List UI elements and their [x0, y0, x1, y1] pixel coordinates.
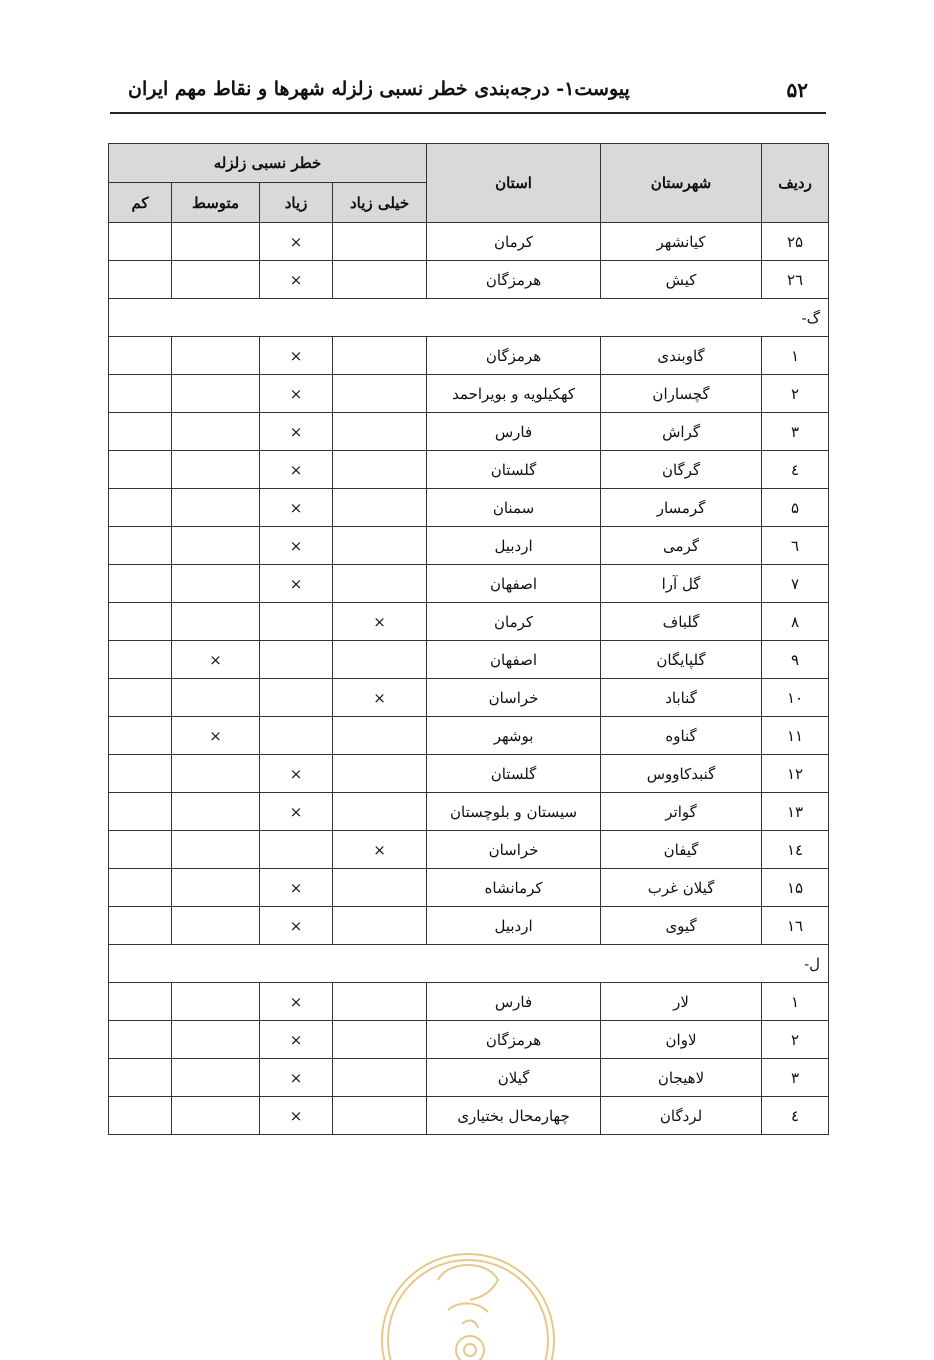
- risk-medium-cell: ×: [172, 717, 260, 755]
- risk-low-cell: [109, 603, 172, 641]
- table-row: [109, 793, 829, 831]
- table-row: [109, 1097, 829, 1135]
- county-cell: لار: [601, 983, 762, 1021]
- province-cell: اردبیل: [427, 907, 601, 945]
- table-row: [109, 717, 829, 755]
- risk-medium-cell: [172, 1059, 260, 1097]
- county-cell: گلپایگان: [601, 641, 762, 679]
- risk-low-cell: [109, 451, 172, 489]
- risk-high-cell: ×: [260, 1021, 333, 1059]
- table-row: [109, 261, 829, 299]
- risk-high-cell: ×: [260, 1059, 333, 1097]
- county-cell: گرگان: [601, 451, 762, 489]
- province-cell: گلستان: [427, 451, 601, 489]
- province-cell: هرمزگان: [427, 337, 601, 375]
- table-row: [109, 413, 829, 451]
- risk-very-high-cell: ×: [333, 831, 427, 869]
- risk-low-cell: [109, 755, 172, 793]
- risk-high-cell: ×: [260, 451, 333, 489]
- county-cell: کیانشهر: [601, 223, 762, 261]
- table-body: [109, 223, 829, 1135]
- risk-high-cell: ×: [260, 489, 333, 527]
- province-cell: اردبیل: [427, 527, 601, 565]
- province-cell: هرمزگان: [427, 261, 601, 299]
- risk-low-cell: [109, 831, 172, 869]
- risk-very-high-cell: [333, 337, 427, 375]
- row-number-cell: ۳: [762, 413, 829, 451]
- risk-low-cell: [109, 869, 172, 907]
- province-cell: اصفهان: [427, 641, 601, 679]
- risk-low-cell: [109, 907, 172, 945]
- table-row: [109, 679, 829, 717]
- risk-very-high-cell: [333, 755, 427, 793]
- risk-medium-cell: [172, 1097, 260, 1135]
- county-cell: گل آرا: [601, 565, 762, 603]
- risk-low-cell: [109, 717, 172, 755]
- risk-very-high-cell: [333, 261, 427, 299]
- risk-high-cell: ×: [260, 261, 333, 299]
- risk-very-high-cell: [333, 907, 427, 945]
- province-cell: بوشهر: [427, 717, 601, 755]
- row-number-cell: ۱۳: [762, 793, 829, 831]
- table-row: [109, 489, 829, 527]
- table-row: [109, 869, 829, 907]
- risk-medium-cell: [172, 907, 260, 945]
- header-very-high: خیلی زیاد: [333, 183, 427, 223]
- risk-high-cell: ×: [260, 337, 333, 375]
- county-cell: گواتر: [601, 793, 762, 831]
- table-row: [109, 223, 829, 261]
- section-row: [109, 299, 829, 337]
- province-cell: اصفهان: [427, 565, 601, 603]
- header-county: شهرستان: [601, 144, 762, 223]
- risk-high-cell: ×: [260, 793, 333, 831]
- table-row: [109, 451, 829, 489]
- county-cell: لاهیجان: [601, 1059, 762, 1097]
- risk-very-high-cell: [333, 793, 427, 831]
- header-medium: متوسط: [172, 183, 260, 223]
- table-row: [109, 527, 829, 565]
- row-number-cell: ۱٦: [762, 907, 829, 945]
- risk-high-cell: ×: [260, 223, 333, 261]
- risk-medium-cell: [172, 261, 260, 299]
- risk-high-cell: ×: [260, 907, 333, 945]
- page-number: ۵۲: [786, 78, 808, 102]
- risk-low-cell: [109, 1059, 172, 1097]
- risk-medium-cell: [172, 831, 260, 869]
- risk-medium-cell: [172, 375, 260, 413]
- county-cell: گاوبندی: [601, 337, 762, 375]
- section-label: گ-: [109, 299, 829, 337]
- risk-low-cell: [109, 565, 172, 603]
- header-row-num: ردیف: [762, 144, 829, 223]
- row-number-cell: ۵: [762, 489, 829, 527]
- risk-very-high-cell: [333, 375, 427, 413]
- risk-very-high-cell: [333, 413, 427, 451]
- row-number-cell: ۱٤: [762, 831, 829, 869]
- header-high: زیاد: [260, 183, 333, 223]
- section-label: ل-: [109, 945, 829, 983]
- county-cell: گراش: [601, 413, 762, 451]
- row-number-cell: ۲۵: [762, 223, 829, 261]
- province-cell: سیستان و بلوچستان: [427, 793, 601, 831]
- province-cell: گلستان: [427, 755, 601, 793]
- risk-medium-cell: [172, 527, 260, 565]
- province-cell: خراسان: [427, 679, 601, 717]
- table-row: [109, 1059, 829, 1097]
- risk-medium-cell: [172, 489, 260, 527]
- table-row: [109, 755, 829, 793]
- table-row: [109, 565, 829, 603]
- table-row: [109, 983, 829, 1021]
- county-cell: لردگان: [601, 1097, 762, 1135]
- risk-medium-cell: [172, 451, 260, 489]
- risk-high-cell: [260, 831, 333, 869]
- earthquake-risk-table: [108, 143, 829, 1135]
- row-number-cell: ۱: [762, 983, 829, 1021]
- risk-high-cell: ×: [260, 755, 333, 793]
- risk-medium-cell: [172, 337, 260, 375]
- risk-medium-cell: [172, 679, 260, 717]
- county-cell: گچساران: [601, 375, 762, 413]
- risk-low-cell: [109, 983, 172, 1021]
- row-number-cell: ۹: [762, 641, 829, 679]
- risk-low-cell: [109, 679, 172, 717]
- table-row: [109, 907, 829, 945]
- table-row: [109, 831, 829, 869]
- province-cell: فارس: [427, 413, 601, 451]
- row-number-cell: ۱: [762, 337, 829, 375]
- risk-very-high-cell: [333, 1059, 427, 1097]
- header-risk-group: خطر نسبی زلزله: [109, 144, 427, 183]
- risk-high-cell: ×: [260, 1097, 333, 1135]
- row-number-cell: ۱۱: [762, 717, 829, 755]
- risk-very-high-cell: ×: [333, 679, 427, 717]
- county-cell: لاوان: [601, 1021, 762, 1059]
- province-cell: کرمان: [427, 603, 601, 641]
- county-cell: گیلان غرب: [601, 869, 762, 907]
- risk-high-cell: [260, 641, 333, 679]
- county-cell: کیش: [601, 261, 762, 299]
- risk-very-high-cell: [333, 1097, 427, 1135]
- risk-medium-cell: [172, 793, 260, 831]
- section-row: [109, 945, 829, 983]
- risk-very-high-cell: ×: [333, 603, 427, 641]
- row-number-cell: ۸: [762, 603, 829, 641]
- county-cell: گلباف: [601, 603, 762, 641]
- publisher-seal-icon: [378, 1240, 558, 1360]
- risk-high-cell: [260, 717, 333, 755]
- risk-low-cell: [109, 375, 172, 413]
- risk-very-high-cell: [333, 223, 427, 261]
- risk-medium-cell: [172, 869, 260, 907]
- risk-high-cell: ×: [260, 565, 333, 603]
- table-row: [109, 1021, 829, 1059]
- risk-medium-cell: [172, 1021, 260, 1059]
- risk-low-cell: [109, 1021, 172, 1059]
- page-header: [110, 72, 826, 114]
- county-cell: گرمی: [601, 527, 762, 565]
- table-row: [109, 603, 829, 641]
- risk-very-high-cell: [333, 641, 427, 679]
- risk-very-high-cell: [333, 489, 427, 527]
- province-cell: سمنان: [427, 489, 601, 527]
- table-row: [109, 641, 829, 679]
- risk-medium-cell: ×: [172, 641, 260, 679]
- header-province: استان: [427, 144, 601, 223]
- province-cell: هرمزگان: [427, 1021, 601, 1059]
- province-cell: فارس: [427, 983, 601, 1021]
- row-number-cell: ۳: [762, 1059, 829, 1097]
- risk-high-cell: ×: [260, 983, 333, 1021]
- row-number-cell: ٤: [762, 1097, 829, 1135]
- risk-low-cell: [109, 223, 172, 261]
- province-cell: کرمان: [427, 223, 601, 261]
- risk-high-cell: [260, 679, 333, 717]
- risk-medium-cell: [172, 223, 260, 261]
- province-cell: چهارمحال بختیاری: [427, 1097, 601, 1135]
- risk-high-cell: ×: [260, 375, 333, 413]
- table-row: [109, 337, 829, 375]
- row-number-cell: ۲٦: [762, 261, 829, 299]
- risk-high-cell: ×: [260, 413, 333, 451]
- row-number-cell: ٦: [762, 527, 829, 565]
- risk-low-cell: [109, 489, 172, 527]
- province-cell: گیلان: [427, 1059, 601, 1097]
- row-number-cell: ۱۲: [762, 755, 829, 793]
- page-title: پیوست۱- درجه‌بندی خطر نسبی زلزله شهرها و نقاط مهم ایران: [128, 78, 630, 100]
- county-cell: گناباد: [601, 679, 762, 717]
- province-cell: کرمانشاه: [427, 869, 601, 907]
- risk-high-cell: ×: [260, 869, 333, 907]
- risk-low-cell: [109, 261, 172, 299]
- risk-low-cell: [109, 793, 172, 831]
- row-number-cell: ۷: [762, 565, 829, 603]
- risk-very-high-cell: [333, 717, 427, 755]
- county-cell: گیفان: [601, 831, 762, 869]
- county-cell: گناوه: [601, 717, 762, 755]
- risk-very-high-cell: [333, 869, 427, 907]
- risk-medium-cell: [172, 983, 260, 1021]
- risk-high-cell: [260, 603, 333, 641]
- row-number-cell: ۲: [762, 375, 829, 413]
- risk-medium-cell: [172, 565, 260, 603]
- risk-high-cell: ×: [260, 527, 333, 565]
- province-cell: کهکیلویه و بویراحمد: [427, 375, 601, 413]
- risk-very-high-cell: [333, 527, 427, 565]
- province-cell: خراسان: [427, 831, 601, 869]
- table-row: [109, 375, 829, 413]
- county-cell: گنبدکاووس: [601, 755, 762, 793]
- risk-low-cell: [109, 641, 172, 679]
- row-number-cell: ٤: [762, 451, 829, 489]
- row-number-cell: ۱۵: [762, 869, 829, 907]
- header-low: کم: [109, 183, 172, 223]
- row-number-cell: ۱۰: [762, 679, 829, 717]
- risk-medium-cell: [172, 413, 260, 451]
- risk-low-cell: [109, 1097, 172, 1135]
- risk-very-high-cell: [333, 1021, 427, 1059]
- county-cell: گرمسار: [601, 489, 762, 527]
- risk-low-cell: [109, 413, 172, 451]
- risk-low-cell: [109, 337, 172, 375]
- risk-very-high-cell: [333, 565, 427, 603]
- row-number-cell: ۲: [762, 1021, 829, 1059]
- risk-very-high-cell: [333, 983, 427, 1021]
- county-cell: گیوی: [601, 907, 762, 945]
- risk-very-high-cell: [333, 451, 427, 489]
- risk-low-cell: [109, 527, 172, 565]
- risk-medium-cell: [172, 603, 260, 641]
- risk-medium-cell: [172, 755, 260, 793]
